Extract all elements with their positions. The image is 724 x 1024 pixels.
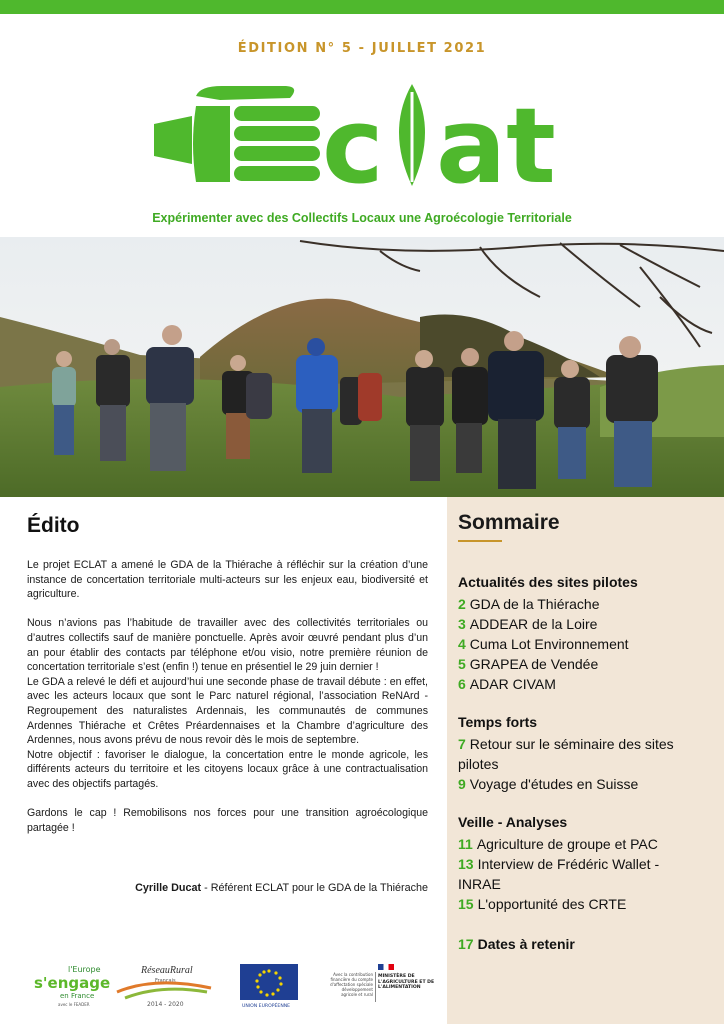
edito-paragraph: Le GDA a relevé le défi et aujourd’hui une seconde phase de travail débute : en effet, avec les acteurs locaux que sont le Parc naturel régional, l’association ReNArd - Regroupement des naturalistes Ardennais, les communautés de communes Ardennes Thiérache et Crêtes Préardennaises et la Chambre d’agriculture des Ardennes, nous avons prévu de nous revoir dès le mois de septembre.: [27, 675, 428, 747]
edito-paragraph: Nous n’avions pas l’habitude de travailler avec des collectivités territoriales ou d’autres collectifs sauf de manière ponctuelle. Après avoir œuvré pendant plus d’un an pour établir des contacts par téléphone et/ou visio, notre première réunion de concertation territoriale s’est (enfin !) tenue en présentiel le 29 juin dernier !: [27, 617, 428, 674]
toc-page: 13: [458, 856, 474, 872]
ue-label: UNION EUROPÉENNE: [242, 1004, 291, 1009]
eclat-logo: [150, 78, 570, 207]
sommaire-title: Sommaire: [458, 511, 560, 534]
toc-item[interactable]: [458, 834, 716, 854]
toc-item[interactable]: [458, 634, 716, 654]
toc-label: GDA de la Thiérache: [469, 596, 600, 612]
group-photo: [0, 237, 724, 497]
toc-page: 17: [458, 936, 474, 952]
reseau-rural-logo: [115, 962, 215, 1012]
toc-label: ADAR CIVAM: [469, 676, 556, 692]
toc-label: GRAPEA de Vendée: [469, 656, 599, 672]
toc-item[interactable]: [458, 614, 716, 634]
europe-line4: avec le FEADER: [58, 1002, 90, 1007]
section-title: Veille - Analyses: [458, 814, 568, 830]
toc-label: ADDEAR de la Loire: [469, 616, 598, 632]
europe-line1: l'Europe: [68, 965, 101, 974]
signature-name: Cyrille Ducat: [135, 882, 202, 894]
europe-line2: s'engage: [34, 974, 111, 992]
reseau-title: RéseauRural: [141, 965, 193, 976]
toc-page: 6: [458, 676, 466, 692]
toc-label: L'opportunité des CRTE: [477, 896, 627, 912]
tagline: Expérimenter avec des Collectifs Locaux une Agroécologie Territoriale: [152, 211, 572, 225]
toc-item[interactable]: [458, 894, 716, 914]
toc-label: Agriculture de groupe et PAC: [476, 836, 658, 852]
svg-text:c: c: [322, 85, 384, 207]
toc-item[interactable]: [458, 774, 716, 794]
edito-body: [27, 558, 428, 850]
section-title: Temps forts: [458, 714, 538, 730]
svg-text:at: at: [436, 85, 556, 207]
europe-line3: en France: [60, 992, 95, 1000]
toc-page: 5: [458, 656, 466, 672]
toc-item[interactable]: [458, 674, 716, 694]
toc-page: 4: [458, 636, 466, 652]
toc-page: 11: [458, 836, 473, 852]
toc-label: Interview de Frédéric Wallet - INRAE: [458, 856, 660, 892]
signature-role: - Référent ECLAT pour le GDA de la Thiérache: [201, 882, 428, 894]
toc-item[interactable]: [458, 734, 686, 774]
toc-page: 9: [458, 776, 466, 792]
toc-label: Voyage d'études en Suisse: [469, 776, 639, 792]
ministere-right-text: MINISTÈRE DE L'AGRICULTURE ET DE L'ALIMENTATION: [378, 974, 435, 991]
toc-label: Dates à retenir: [477, 936, 575, 952]
toc-item[interactable]: [458, 854, 698, 894]
edition-label: ÉDITION N° 5 - JUILLET 2021: [237, 41, 487, 56]
toc-page: 7: [458, 736, 466, 752]
toc-label: Cuma Lot Environnement: [469, 636, 629, 652]
toc-item[interactable]: [458, 594, 716, 614]
toc-page: 2: [458, 596, 466, 612]
toc-item[interactable]: [458, 654, 716, 674]
toc-item-final[interactable]: [458, 934, 716, 954]
signature: [27, 882, 428, 894]
sommaire-rule: [458, 540, 502, 542]
reseau-sub: Français: [155, 978, 176, 984]
edito-paragraph: Gardons le cap ! Remobilisons nos forces pour une transition agroécologique partagée !: [27, 807, 428, 834]
section-title: Actualités des sites pilotes: [458, 574, 638, 590]
ministere-left-text: Avec la contribution financière du compte d'affectation spéciale développement agricole et rural: [330, 972, 373, 997]
toc-page: 3: [458, 616, 466, 632]
reseau-years: 2014 - 2020: [147, 1001, 184, 1008]
edito-title: Édito: [27, 514, 80, 537]
toc-label: Retour sur le séminaire des sites pilotes: [458, 736, 674, 772]
europe-engage-logo: [30, 962, 111, 1012]
top-accent-bar: [0, 0, 724, 14]
eu-flag-logo: [240, 962, 298, 1012]
edito-paragraph: Le projet ECLAT a amené le GDA de la Thiérache à réfléchir sur la création d’une instance de concertation territoriale multi-acteurs sur les enjeux eau, biodiversité et agriculture.: [27, 559, 428, 601]
toc-page: 15: [458, 896, 474, 912]
edito-paragraph: Notre objectif : favoriser le dialogue, la concertation entre le monde agricole, les différents acteurs du territoire et les citoyens locaux grâce à une contractualisation avec des objectifs partagés.: [27, 748, 428, 790]
